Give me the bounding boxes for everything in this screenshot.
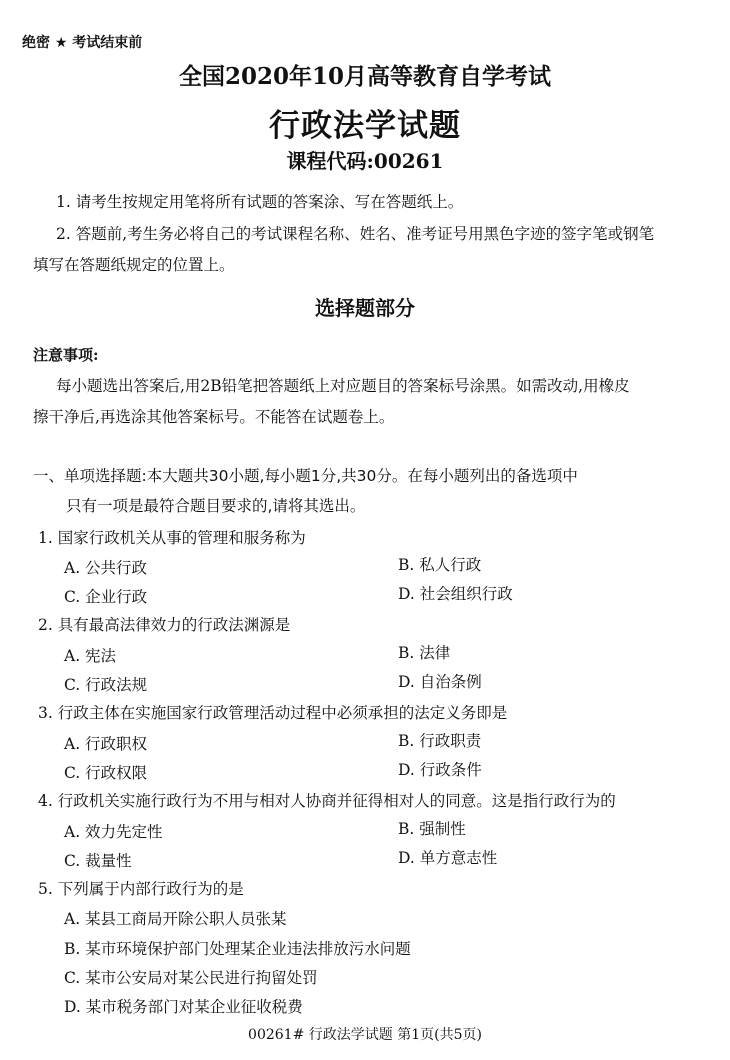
question-3-option-c: C. 行政权限 <box>64 764 148 782</box>
section-one-heading: 一、单项选择题:本大题共30小题,每小题1分,共30分。在每小题列出的备选项中 <box>33 467 578 485</box>
notice-label: 注意事项: <box>33 346 99 364</box>
question-1-option-c: C. 企业行政 <box>64 588 148 606</box>
question-2-stem: 2. 具有最高法律效力的行政法渊源是 <box>38 616 291 634</box>
question-1-option-d: D. 社会组织行政 <box>398 585 513 603</box>
question-4-option-d: D. 单方意志性 <box>398 849 498 867</box>
question-2-option-d: D. 自治条例 <box>398 673 482 691</box>
question-4-stem: 4. 行政机关实施行政行为不用与相对人协商并征得相对人的同意。这是指行政行为的 <box>38 792 616 810</box>
confidential-mark: 绝密 ★ 考试结束前 <box>22 35 143 51</box>
instruction-1: 1. 请考生按规定用笔将所有试题的答案涂、写在答题纸上。 <box>56 193 464 211</box>
question-5-option-d: D. 某市税务部门对某企业征收税费 <box>64 998 303 1016</box>
question-1-option-a: A. 公共行政 <box>64 559 148 577</box>
question-4-option-c: C. 裁量性 <box>64 852 132 870</box>
question-3-option-d: D. 行政条件 <box>398 761 482 779</box>
question-5-stem: 5. 下列属于内部行政行为的是 <box>38 880 244 898</box>
question-3-stem: 3. 行政主体在实施国家行政管理活动过程中必须承担的法定义务即是 <box>38 704 508 722</box>
question-5-option-a: A. 某县工商局开除公职人员张某 <box>64 910 287 928</box>
notice-line-1: 每小题选出答案后,用2B铅笔把答题纸上对应题目的答案标号涂黑。如需改动,用橡皮 <box>56 377 630 395</box>
question-5-option-c: C. 某市公安局对某公民进行拘留处罚 <box>64 969 318 987</box>
question-2-option-b: B. 法律 <box>398 644 451 662</box>
question-5-option-b: B. 某市环境保护部门处理某企业违法排放污水问题 <box>64 940 411 958</box>
question-1-option-b: B. 私人行政 <box>398 556 482 574</box>
question-2-option-c: C. 行政法规 <box>64 676 148 694</box>
instruction-2: 2. 答题前,考生务必将自己的考试课程名称、姓名、准考证号用黑色字迹的签字笔或钢笔 <box>56 225 655 243</box>
section-one-heading-cont: 只有一项是最符合题目要求的,请将其选出。 <box>66 497 366 515</box>
question-2-option-a: A. 宪法 <box>64 647 117 665</box>
section-title: 选择题部分 <box>315 296 415 320</box>
instruction-2-cont: 填写在答题纸规定的位置上。 <box>33 256 235 274</box>
question-4-option-b: B. 强制性 <box>398 820 466 838</box>
course-code: 课程代码:00261 <box>286 149 444 173</box>
paper-title: 行政法学试题 <box>269 108 461 144</box>
question-4-option-a: A. 效力先定性 <box>64 823 163 841</box>
question-3-option-a: A. 行政职权 <box>64 735 148 753</box>
exam-title: 全国2020年10月高等教育自学考试 <box>178 63 552 90</box>
notice-line-2: 擦干净后,再选涂其他答案标号。不能答在试题卷上。 <box>33 408 395 426</box>
page-footer: 00261# 行政法学试题 第1页(共5页) <box>248 1027 482 1043</box>
question-1-stem: 1. 国家行政机关从事的管理和服务称为 <box>38 529 306 547</box>
question-3-option-b: B. 行政职责 <box>398 732 482 750</box>
